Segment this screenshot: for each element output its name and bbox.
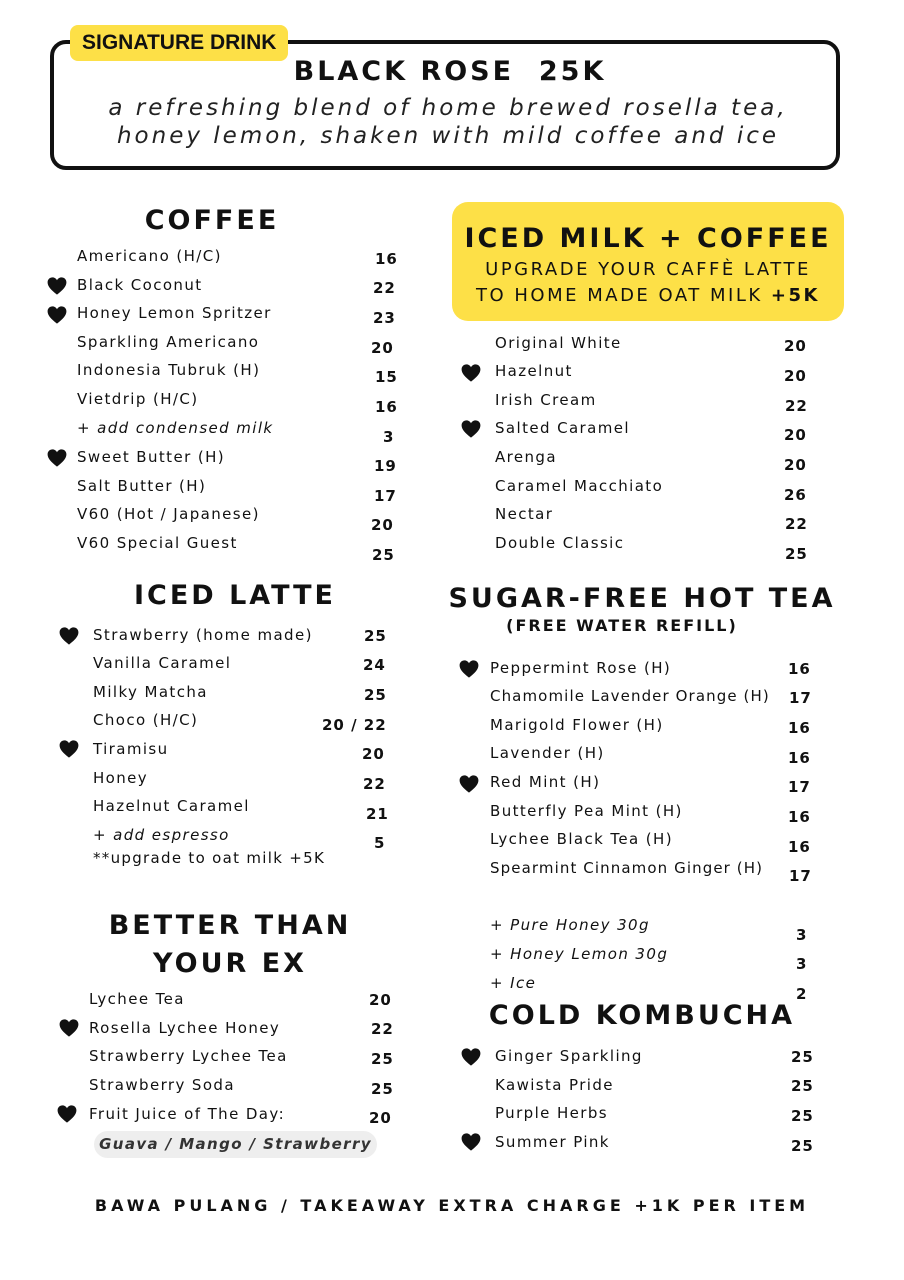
coffee-item-name: Vietdrip (H/C) [77, 390, 199, 408]
iced-milk-item-name: Hazelnut [495, 362, 573, 380]
kombucha-item-name: Purple Herbs [495, 1104, 608, 1122]
better-ex-item-name: Strawberry Soda [89, 1076, 235, 1094]
kombucha-item-name: Summer Pink [495, 1133, 610, 1151]
iced-latte-item-name: Tiramisu [93, 740, 169, 758]
iced-milk-item-price: 22 [785, 515, 808, 533]
kombucha-item-price: 25 [791, 1107, 814, 1125]
kombucha-item-name: Ginger Sparkling [495, 1047, 643, 1065]
iced-milk-item-price: 26 [784, 486, 807, 504]
hot-tea-addon-price: 3 [796, 955, 808, 973]
iced-milk-title: ICED MILK + COFFEE [464, 223, 832, 254]
iced-latte-item-price: 25 [364, 627, 387, 645]
heart-icon [461, 1133, 481, 1155]
signature-desc-line2: honey lemon, shaken with mild coffee and ice [116, 123, 780, 149]
better-ex-item-name: Lychee Tea [89, 990, 185, 1008]
coffee-item-name: Black Coconut [77, 276, 203, 294]
hot-tea-item-price: 17 [788, 778, 811, 796]
iced-latte-item-price: 22 [363, 775, 386, 793]
iced-latte-item-price: 24 [363, 656, 386, 674]
heart-icon [461, 420, 481, 442]
better-ex-title-line1: BETTER THAN [108, 910, 352, 941]
coffee-item-name: Indonesia Tubruk (H) [77, 361, 261, 379]
better-ex-item-price: 25 [371, 1080, 394, 1098]
coffee-item-name: Salt Butter (H) [77, 477, 207, 495]
iced-latte-title: ICED LATTE [133, 580, 337, 611]
iced-latte-item-name: Honey [93, 769, 149, 787]
hot-tea-item-price: 16 [788, 749, 811, 767]
heart-icon [459, 775, 479, 797]
hot-tea-addon [490, 916, 650, 934]
iced-latte-item-price: 20 [362, 745, 385, 763]
heart-icon [59, 1019, 79, 1041]
better-ex-item-price: 20 [369, 1109, 392, 1127]
heart-icon [59, 740, 79, 762]
coffee-item-price: 20 [371, 339, 394, 357]
kombucha-item-price: 25 [791, 1048, 814, 1066]
iced-latte-item-name: Milky Matcha [93, 683, 208, 701]
hot-tea-addon-name: Pure Honey 30g [510, 916, 650, 934]
kombucha-title: COLD KOMBUCHA [488, 1000, 796, 1031]
hot-tea-title: SUGAR-FREE HOT TEA [448, 583, 836, 614]
hot-tea-item-price: 16 [788, 838, 811, 856]
iced-latte-addon-name: + add espresso [93, 826, 230, 844]
hot-tea-addon-prefix: + [490, 945, 511, 963]
coffee-item-price: 23 [373, 309, 396, 327]
hot-tea-addon [490, 945, 668, 963]
better-ex-item-name: Strawberry Lychee Tea [89, 1047, 288, 1065]
hot-tea-addon-prefix: + [490, 974, 511, 992]
hot-tea-item-name: Red Mint (H) [490, 773, 601, 791]
signature-tag: SIGNATURE DRINK [70, 25, 288, 61]
better-ex-title-line2: YOUR EX [153, 948, 307, 979]
coffee-item-price: 25 [372, 546, 395, 564]
iced-milk-item-name: Arenga [495, 448, 557, 466]
coffee-item-name: V60 Special Guest [77, 534, 238, 552]
iced-milk-item-name: Salted Caramel [495, 419, 630, 437]
heart-icon [47, 277, 67, 299]
iced-milk-sub-line2 [452, 285, 844, 306]
coffee-item-price: 22 [373, 279, 396, 297]
coffee-item-price: 20 [371, 516, 394, 534]
iced-latte-item-price: 21 [366, 805, 389, 823]
iced-milk-item-price: 20 [784, 367, 807, 385]
hot-tea-item-name: Chamomile Lavender Orange (H) [490, 687, 770, 705]
fruit-options-text: Guava / Mango / Strawberry [99, 1135, 372, 1153]
coffee-item-price: 15 [375, 368, 398, 386]
hot-tea-item-name: Peppermint Rose (H) [490, 659, 672, 677]
iced-milk-item-name: Double Classic [495, 534, 625, 552]
hot-tea-item-price: 16 [788, 660, 811, 678]
iced-milk-sub-text: TO HOME MADE OAT MILK [476, 285, 771, 306]
hot-tea-addon-name: Honey Lemon 30g [510, 945, 669, 963]
heart-icon [47, 449, 67, 471]
coffee-item-price: 16 [375, 398, 398, 416]
iced-latte-item-name: Hazelnut Caramel [93, 797, 250, 815]
coffee-item-name: Americano (H/C) [77, 247, 222, 265]
iced-milk-item-price: 20 [784, 456, 807, 474]
coffee-item-name: Sparkling Americano [77, 333, 260, 351]
hot-tea-item-price: 17 [789, 689, 812, 707]
coffee-item-price: 16 [375, 250, 398, 268]
better-ex-item-name: Rosella Lychee Honey [89, 1019, 281, 1037]
heart-icon [461, 1048, 481, 1070]
kombucha-item-price: 25 [791, 1137, 814, 1155]
better-ex-item-price: 22 [371, 1020, 394, 1038]
hot-tea-item-name: Lavender (H) [490, 744, 605, 762]
signature-title: BLACK ROSE 25K [293, 56, 607, 87]
heart-icon [461, 364, 481, 386]
hot-tea-addon-name: Ice [510, 974, 537, 992]
coffee-item-price: 17 [374, 487, 397, 505]
coffee-item-name: Honey Lemon Spritzer [77, 304, 272, 322]
coffee-addon-name: + add condensed milk [77, 419, 274, 437]
iced-latte-item-name: Choco (H/C) [93, 711, 199, 729]
heart-icon [459, 660, 479, 682]
signature-desc-line1: a refreshing blend of home brewed rosella tea, [108, 95, 788, 121]
coffee-item-name: V60 (Hot / Japanese) [77, 505, 260, 523]
iced-latte-item-price: 20 / 22 [322, 716, 387, 734]
hot-tea-item-price: 16 [788, 719, 811, 737]
coffee-title: COFFEE [144, 205, 280, 236]
hot-tea-item-name: Lychee Black Tea (H) [490, 830, 673, 848]
iced-latte-item-name: Strawberry (home made) [93, 626, 313, 644]
coffee-item-name: Sweet Butter (H) [77, 448, 226, 466]
hot-tea-addon-price: 3 [796, 926, 808, 944]
iced-latte-item-price: 5 [374, 834, 386, 852]
hot-tea-item-name: Butterfly Pea Mint (H) [490, 802, 683, 820]
coffee-item-price: 19 [374, 457, 397, 475]
iced-milk-sub-price: +5K [770, 285, 820, 306]
coffee-item-price: 3 [383, 428, 395, 446]
hot-tea-addon-price: 2 [796, 985, 808, 1003]
hot-tea-addon-prefix: + [490, 916, 511, 934]
heart-icon [57, 1105, 77, 1127]
iced-milk-item-price: 20 [784, 426, 807, 444]
iced-milk-item-name: Caramel Macchiato [495, 477, 664, 495]
hot-tea-item-price: 17 [789, 867, 812, 885]
iced-milk-item-price: 22 [785, 397, 808, 415]
iced-latte-note: **upgrade to oat milk +5K [93, 849, 326, 867]
kombucha-item-price: 25 [791, 1077, 814, 1095]
heart-icon [59, 627, 79, 649]
better-ex-item-price: 25 [371, 1050, 394, 1068]
iced-milk-sub-line1: UPGRADE YOUR CAFFÈ LATTE [485, 259, 811, 280]
iced-milk-item-price: 20 [784, 337, 807, 355]
iced-milk-item-price: 25 [785, 545, 808, 563]
kombucha-item-name: Kawista Pride [495, 1076, 614, 1094]
iced-latte-item-name: Vanilla Caramel [93, 654, 232, 672]
hot-tea-item-name: Spearmint Cinnamon Ginger (H) [490, 859, 764, 877]
iced-milk-item-name: Irish Cream [495, 391, 597, 409]
takeaway-footer: BAWA PULANG / TAKEAWAY EXTRA CHARGE +1K PER ITEM [94, 1196, 810, 1215]
hot-tea-addon [490, 974, 536, 992]
hot-tea-subtitle: (FREE WATER REFILL) [506, 616, 738, 635]
hot-tea-item-price: 16 [788, 808, 811, 826]
better-ex-item-name: Fruit Juice of The Day: [89, 1105, 286, 1123]
iced-milk-item-name: Original White [495, 334, 622, 352]
iced-latte-item-price: 25 [364, 686, 387, 704]
heart-icon [47, 306, 67, 328]
iced-milk-item-name: Nectar [495, 505, 554, 523]
hot-tea-item-name: Marigold Flower (H) [490, 716, 664, 734]
better-ex-item-price: 20 [369, 991, 392, 1009]
